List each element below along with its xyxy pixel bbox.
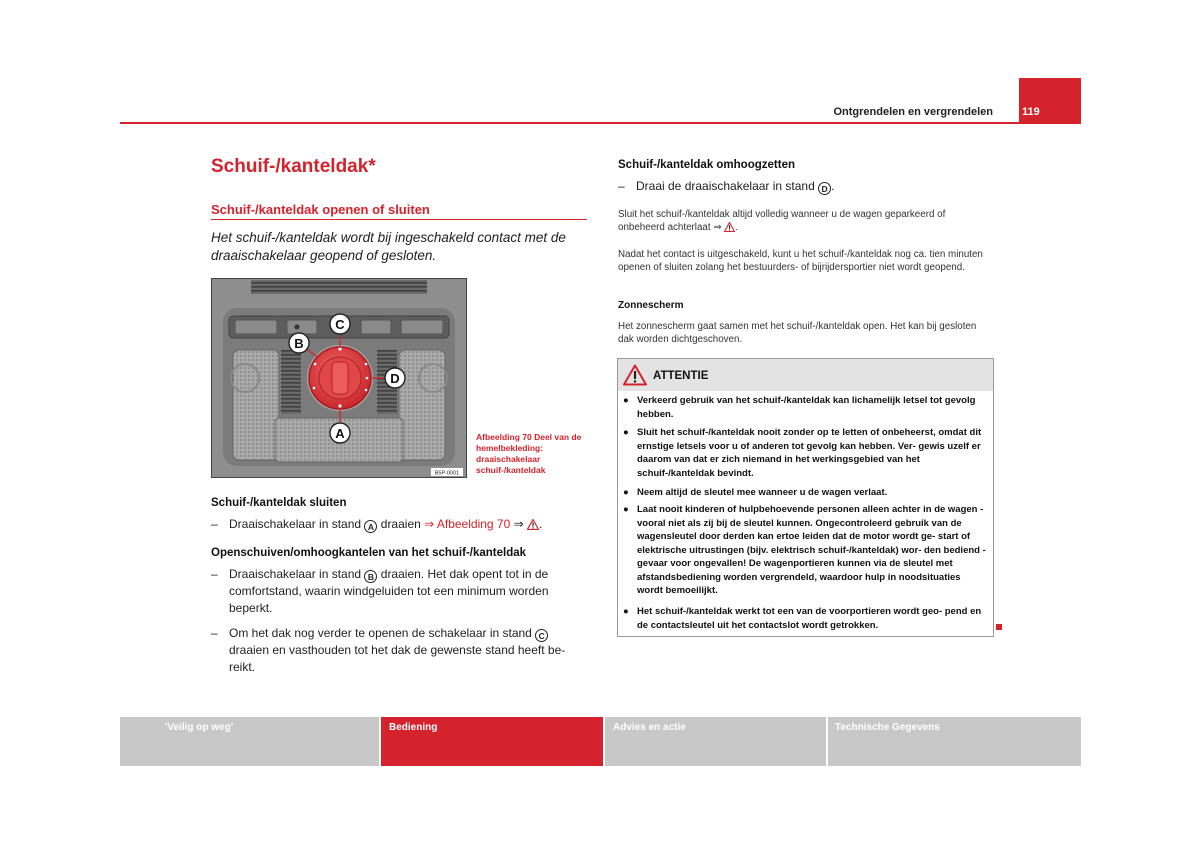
open-instruction-1: – Draaischakelaar in stand B draaien. Het dak opent tot in de comfortstand, waarin windgeluiden tot een minimum worden beperkt. xyxy=(211,567,549,615)
bullet: ● xyxy=(623,395,629,406)
chapter-title: Ontgrendelen en vergrendelen xyxy=(833,106,993,118)
ignition-off-note: Nadat het contact is uitgeschakeld, kunt u het schuif-/kanteldak nog ca. tien minuten openen of sluiten zolang het bestuurders- of bijrijdersportier niet wordt geopend. xyxy=(618,249,983,273)
warning-triangle-icon xyxy=(623,364,647,391)
tilt-instruction: – Draai de draaischakelaar in stand D . xyxy=(618,179,835,194)
roof-switch-figure xyxy=(211,278,467,478)
tab-technische-gegevens[interactable] xyxy=(828,717,1081,766)
tab-label: Advies en actie xyxy=(613,722,686,733)
tab-advies-en-actie[interactable] xyxy=(605,717,826,766)
warning-item-5: ● Het schuif-/kanteldak werkt tot een van de voorportieren wordt geo- pend en de contactsleutel uit het contactslot wordt getrokken. xyxy=(623,606,982,631)
label-c: C xyxy=(335,317,345,332)
tab-label: Bediening xyxy=(389,722,438,733)
position-b-badge: B xyxy=(364,570,377,583)
section-end-marker xyxy=(996,624,1002,630)
warning-item-2: ● Sluit het schuif-/kanteldak nooit zonder op te letten of onbeheerst, omdat dit ernstige letsels voor u of anderen tot gevolg kan hebben. Ver- gewis uzelf er daarom van dat er zich niemand in het werkingsgebied van het schuif-/kanteldak bevindt. xyxy=(623,427,982,479)
figure-reference-link[interactable]: ⇒ Afbeelding 70 xyxy=(424,517,511,531)
warning-item-4: ● Laat nooit kinderen of hulpbehoevende personen alleen achter in de wagen - vooral niet als zij bij de sleutel kunnen. Ongecontroleerd gebruik van de wagensleutel door derden kan ertoe leiden dat de motor wordt ge- start of elektrische uitrustingen (bijv. elektrisch schuif-/kanteldak) wor- den bediend - gevaar voor ongevallen! De wagenportieren kunnen via de sleutel met afstandsbediening worden vergrendeld, waardoor hulp in noodsituaties wordt bemoeilijkt. xyxy=(623,504,986,596)
list-dash: – xyxy=(211,517,218,531)
section-rule xyxy=(211,219,587,220)
tab-bediening[interactable] xyxy=(381,717,603,766)
position-a-badge: A xyxy=(364,520,377,533)
page-number: 119 xyxy=(1022,106,1040,118)
section-intro: Het schuif-/kanteldak wordt bij ingeschakeld contact met de draaischakelaar geopend of gesloten. xyxy=(211,230,566,263)
tab-label: 'Veilig op weg' xyxy=(165,722,234,733)
section-title: Schuif-/kanteldak openen of sluiten xyxy=(211,202,430,217)
tab-veilig-op-weg[interactable] xyxy=(120,717,379,766)
list-dash: – xyxy=(211,626,218,640)
tilt-heading: Schuif-/kanteldak omhoogzetten xyxy=(618,159,795,171)
warning-item-1: ● Verkeerd gebruik van het schuif-/kanteldak kan lichamelijk letsel tot gevolg hebben. xyxy=(623,395,976,420)
position-c-badge: C xyxy=(535,629,548,642)
header-rule xyxy=(120,122,1081,124)
warning-item-3: ● Neem altijd de sleutel mee wanneer u de wagen verlaat. xyxy=(623,487,888,498)
bullet: ● xyxy=(623,487,629,498)
bullet: ● xyxy=(623,504,629,515)
close-heading: Schuif-/kanteldak sluiten xyxy=(211,497,347,509)
bullet: ● xyxy=(623,606,629,617)
list-dash: – xyxy=(618,179,625,193)
warning-icon[interactable] xyxy=(724,222,735,236)
close-instruction: – Draaischakelaar in stand A draaien ⇒ Afbeelding 70 ⇒ . xyxy=(211,516,591,535)
page-title: Schuif-/kanteldak* xyxy=(211,156,376,177)
label-a: A xyxy=(335,426,345,441)
bullet: ● xyxy=(623,427,629,438)
open-heading: Openschuiven/omhoogkantelen van het schuif-/kanteldak xyxy=(211,547,527,559)
label-d: D xyxy=(390,371,400,386)
warning-label: ATTENTIE xyxy=(653,370,709,382)
tab-label: Technische Gegevens xyxy=(835,722,940,733)
list-dash: – xyxy=(211,567,218,581)
open-instruction-2: – Om het dak nog verder te openen de schakelaar in stand C draaien en vasthouden tot het dak de gewenste stand heeft be- reikt. xyxy=(211,626,566,674)
parking-note: Sluit het schuif-/kanteldak altijd volledig wanneer u de wagen geparkeerd of onbeheerd achterlaat ⇒ . xyxy=(618,208,990,236)
label-b: B xyxy=(294,336,304,351)
warning-icon[interactable] xyxy=(527,518,539,535)
figure-caption: Afbeelding 70 Deel van de hemelbekleding: draaischakelaar schuif-/kanteldak xyxy=(476,432,582,475)
sunshade-text: Het zonnescherm gaat samen met het schuif-/kanteldak open. Het kan bij gesloten dak worden dichtgeschoven. xyxy=(618,321,977,345)
position-d-badge: D xyxy=(818,182,831,195)
sunshade-heading: Zonnescherm xyxy=(618,300,684,311)
figure-code: B5P-0001 xyxy=(434,470,460,477)
roof-switch-illustration xyxy=(211,278,467,478)
